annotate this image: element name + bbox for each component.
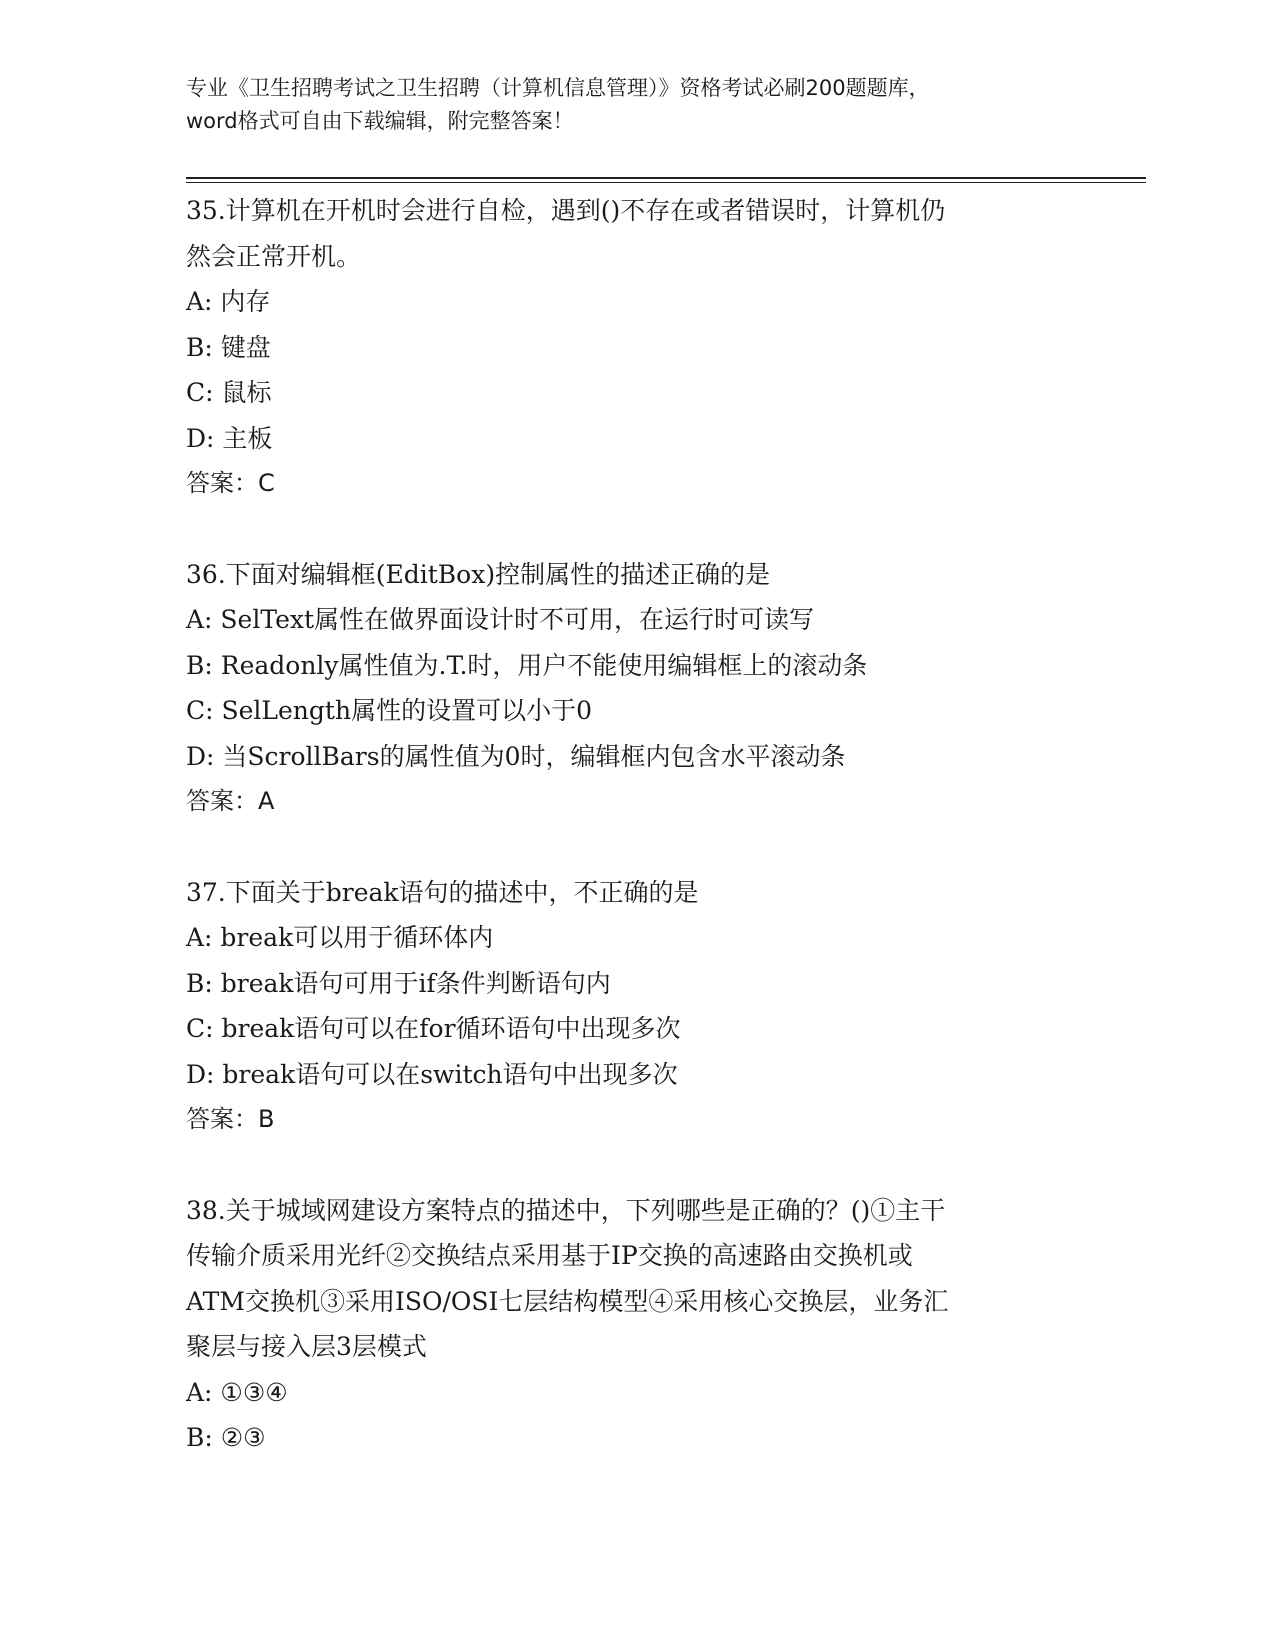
option-b: B: ②③ (186, 1423, 266, 1452)
header-divider-thin (186, 182, 1146, 183)
question-37 (186, 870, 1086, 1143)
option-c: C: break语句可以在for循环语句中出现多次 (186, 1014, 681, 1043)
question-36 (186, 552, 1086, 825)
question-stem-line: 传输介质采用光纤②交换结点采用基于IP交换的高速路由交换机或 (186, 1241, 913, 1270)
option-d: D: 当ScrollBars的属性值为0时，编辑框内包含水平滚动条 (186, 741, 846, 771)
header-line-2: word格式可自由下载编辑，附完整答案！ (186, 109, 574, 133)
option-c: C: SelLength属性的设置可以小于0 (186, 696, 592, 725)
option-b: B: 键盘 (186, 332, 271, 362)
question-stem-line: 聚层与接入层3层模式 (186, 1332, 427, 1361)
question-stem-line: 38.关于城域网建设方案特点的描述中，下列哪些是正确的？()①主干 (186, 1195, 946, 1225)
question-stem-line: 35.计算机在开机时会进行自检，遇到()不存在或者错误时，计算机仍 (186, 196, 946, 225)
option-d: D: break语句可以在switch语句中出现多次 (186, 1059, 678, 1089)
question-stem-line: ATM交换机③采用ISO/OSI七层结构模型④采用核心交换层，业务汇 (186, 1286, 949, 1316)
answer-label: 答案：C (186, 469, 275, 497)
answer-label: 答案：B (186, 1105, 275, 1133)
option-c: C: 鼠标 (186, 378, 272, 407)
question-stem-line: 然会正常开机。 (186, 241, 362, 271)
question-stem-line: 36.下面对编辑框(EditBox)控制属性的描述正确的是 (186, 559, 771, 589)
question-spacer (186, 825, 1086, 870)
question-stem-line: 37.下面关于break语句的描述中，不正确的是 (186, 877, 699, 907)
question-38 (186, 1188, 1086, 1461)
option-d: D: 主板 (186, 423, 273, 453)
option-b: B: Readonly属性值为.T.时，用户不能使用编辑框上的滚动条 (186, 650, 868, 680)
question-list (186, 188, 1086, 1461)
answer-label: 答案：A (186, 787, 275, 815)
option-a: A: SelText属性在做界面设计时不可用，在运行时可读写 (186, 605, 815, 634)
question-35 (186, 188, 1086, 507)
header-line-1: 专业《卫生招聘考试之卫生招聘（计算机信息管理）》资格考试必刷200题题库， (186, 76, 930, 100)
option-a: A: ①③④ (186, 1377, 288, 1407)
document-header (186, 72, 1086, 138)
option-a: A: break可以用于循环体内 (186, 923, 494, 952)
question-spacer (186, 507, 1086, 552)
header-divider-thick (186, 177, 1146, 179)
option-b: B: break语句可用于if条件判断语句内 (186, 968, 611, 998)
question-spacer (186, 1143, 1086, 1188)
option-a: A: 内存 (186, 287, 271, 316)
